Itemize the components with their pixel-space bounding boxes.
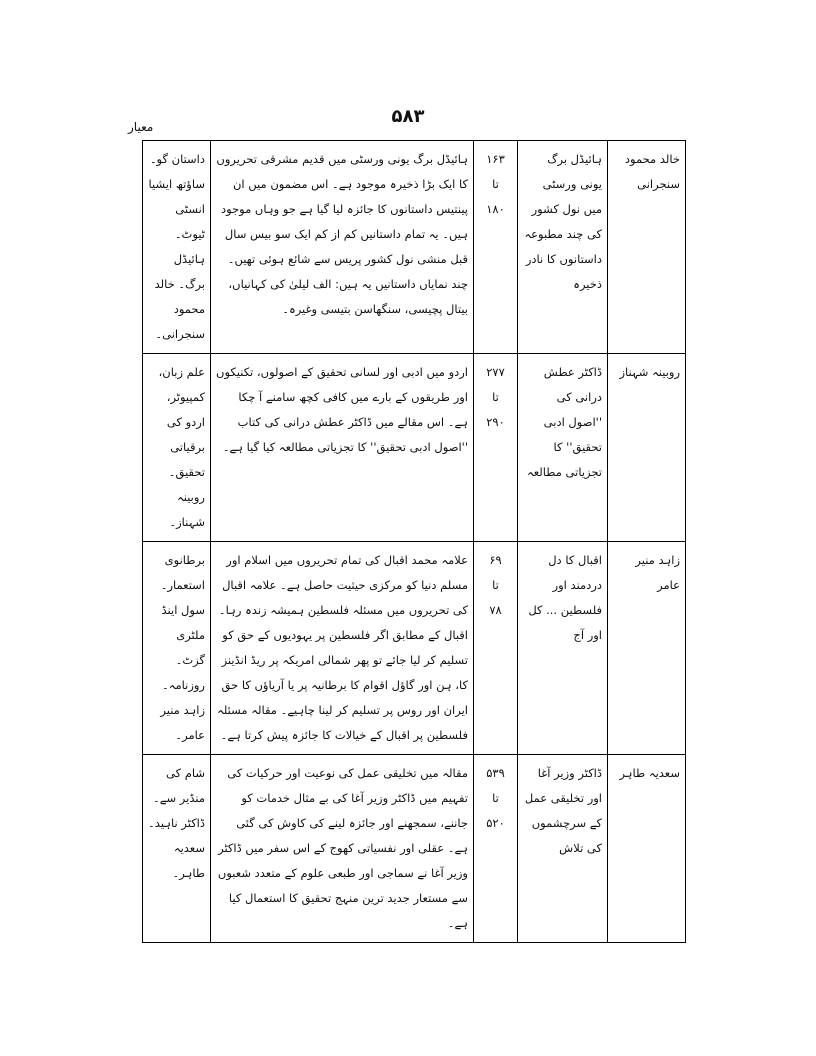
table-row (143, 354, 686, 542)
table-row (143, 542, 686, 755)
page-end: ۱۸۰ (486, 202, 505, 216)
page-end: ۲۹۰ (486, 415, 505, 429)
source-cell: شام کی منڈیر سے۔ ڈاکٹر ناہید۔ سعدیہ طاہر۔ (143, 755, 211, 943)
pages-cell (474, 755, 518, 943)
page-start: ۵۳۹ (486, 766, 505, 780)
title-cell: ہائیڈل برگ یونی ورسٹی میں نول کشور کی چند مطبوعہ داستانوں کا نادر ذخیرہ (518, 141, 608, 354)
source-cell: داستان گو۔ساؤتھ ایشیا انسٹی ٹیوٹ۔ ہائیڈل برگ۔ خالد محمود سنجرانی۔ (143, 141, 211, 354)
title-cell: اقبال کا دل دردمند اور فلسطین ... کل اور آج (518, 542, 608, 755)
author-cell: زاہد منیر عامر (608, 542, 686, 755)
page-start: ۱۶۳ (486, 152, 505, 166)
running-head: معیار (128, 120, 154, 134)
page-separator: تا (492, 177, 499, 191)
page-separator: تا (492, 390, 499, 404)
page-end: ۷۸ (489, 603, 502, 617)
pages-cell (474, 542, 518, 755)
author-cell: سعدیہ طاہر (608, 755, 686, 943)
summary-cell: اردو میں ادبی اور لسانی تحقیق کے اصولوں، تکنیکوں اور طریقوں کے بارے میں کافی کچھ سامنے آ چکا ہے۔ اس مقالے میں ڈاکٹر عطش درانی کی کتاب ''اصول ادبی تحقیق'' کا تجزیاتی مطالعہ کیا گیا ہے۔ (211, 354, 474, 542)
page-separator: تا (492, 791, 499, 805)
author-cell: خالد محمود سنجرانی (608, 141, 686, 354)
page-separator: تا (492, 578, 499, 592)
source-cell: علم زبان، کمپیوٹر، اردو کی برقیاتی تحقیق۔ روبینہ شہناز۔ (143, 354, 211, 542)
summary-cell: ہائیڈل برگ یونی ورسٹی میں قدیم مشرقی تحریروں کا ایک بڑا ذخیرہ موجود ہے۔ اس مضمون میں ان پینتیس داستانوں کا جائزہ لیا گیا ہے جو وہاں موجود ہیں۔ یہ تمام داستانیں کم از کم ایک سو بیس سال قبل منشی نول کشور پریس سے شائع ہوئی تھیں۔ چند نمایاں داستانیں یہ ہیں: الف لیلیٰ کی کہانیاں، بیتال پچیسی، سنگھاسن بتیسی وغیرہ۔ (211, 141, 474, 354)
page-end: ۵۲۰ (486, 816, 505, 830)
source-cell: برطانوی استعمار۔ سول اینڈ ملٹری گزٹ۔ روزنامہ۔ زاہد منیر عامر۔ (143, 542, 211, 755)
bibliography-table (142, 140, 686, 943)
pages-cell (474, 141, 518, 354)
summary-cell: مقالہ میں تخلیقی عمل کی نوعیت اور حرکیات کی تفہیم میں ڈاکٹر وزیر آغا کی بے مثال خدمات کو جاننے، سمجھنے اور جائزہ لینے کی کاوش کی گئی ہے۔ عقلی اور نفسیاتی کھوج کے اس سفر میں ڈاکٹر وزیر آغا نے سماجی اور طبعی علوم کے متعدد شعبوں سے مستعار جدید ترین منہج تحقیق کا استعمال کیا ہے۔ (211, 755, 474, 943)
author-cell: روبینہ شہناز (608, 354, 686, 542)
title-cell: ڈاکٹر عطش درانی کی ''اصول ادبی تحقیق'' کا تجزیاتی مطالعہ (518, 354, 608, 542)
page-start: ۲۷۷ (486, 365, 505, 379)
page-number: ۵۸۳ (391, 106, 425, 127)
table-row (143, 141, 686, 354)
pages-cell (474, 354, 518, 542)
title-cell: ڈاکٹر وزیر آغا اور تخلیقی عمل کے سرچشموں کی تلاش (518, 755, 608, 943)
summary-cell: علامہ محمد اقبال کی تمام تحریروں میں اسلام اور مسلم دنیا کو مرکزی حیثیت حاصل ہے۔ علامہ اقبال کی تحریروں میں مسئلہ فلسطین ہمیشہ زندہ رہا۔ اقبال کے مطابق اگر فلسطین پر یہودیوں کے حق کو تسلیم کر لیا جائے تو پھر شمالی امریکہ پر ریڈ انڈینز کا، ہن اور گاؤل اقوام کا برطانیہ پر یا آریاؤں کا حق ایران اور روس پر تسلیم کر لینا چاہیے۔ مقالہ مسئلہ فلسطین پر اقبال کے خیالات کا جائزہ پیش کرتا ہے۔ (211, 542, 474, 755)
page-start: ۶۹ (489, 553, 502, 567)
table-row (143, 755, 686, 943)
